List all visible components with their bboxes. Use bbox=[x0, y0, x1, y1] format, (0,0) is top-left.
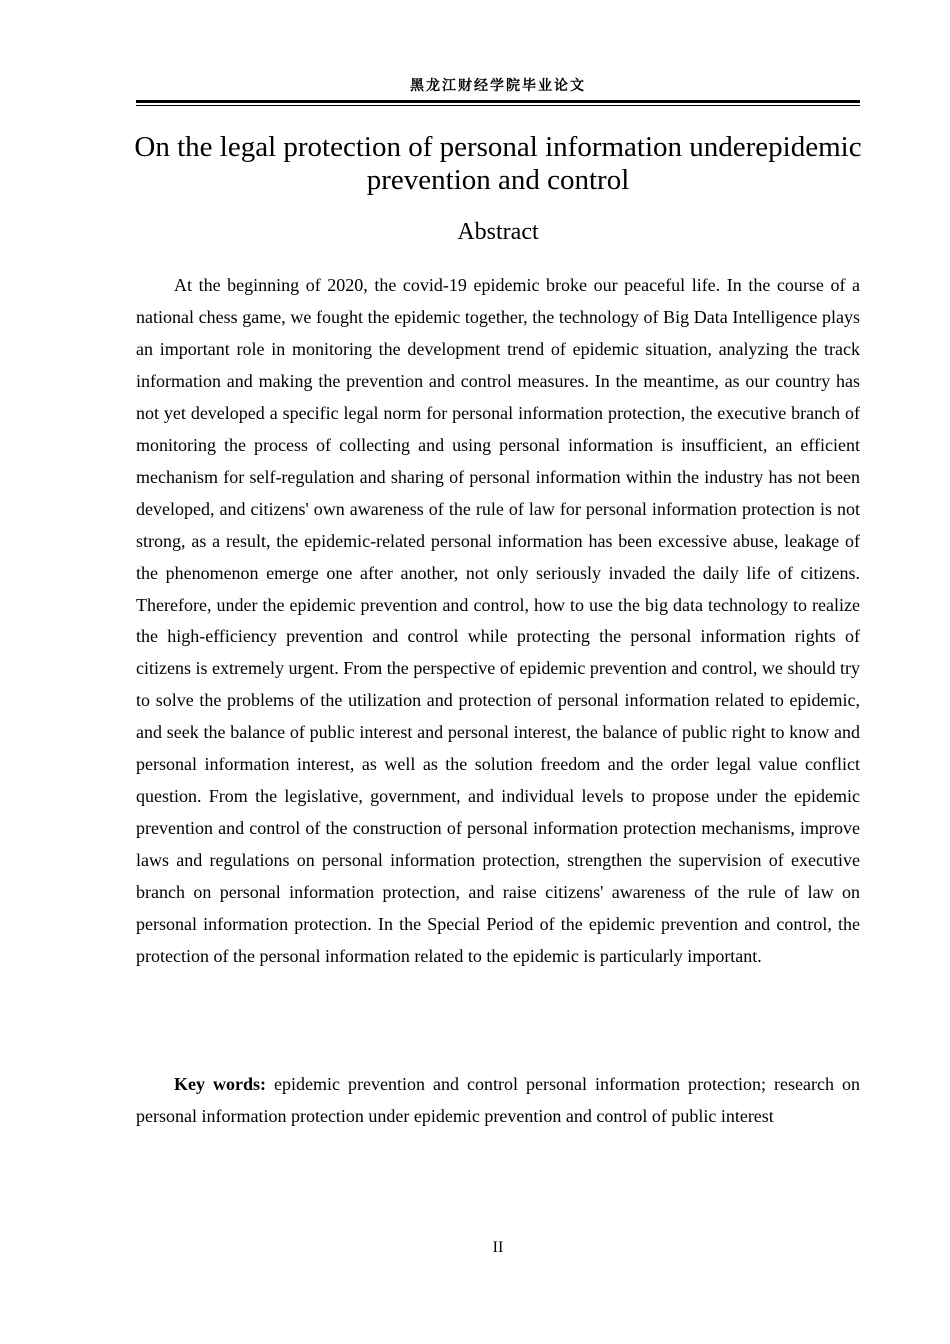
header-rule-thin bbox=[136, 105, 860, 106]
paper-title: On the legal protection of personal information underepidemic prevention and control bbox=[134, 131, 862, 196]
keywords-paragraph bbox=[136, 1068, 860, 1132]
abstract-body: At the beginning of 2020, the covid-19 epidemic broke our peaceful life. In the course of a national chess game, we fought the epidemic together, the technology of Big Data Intelligence plays an important role in monitoring the development trend of epidemic situation, analyzing the track information and making the prevention and control measures. In the meantime, as our country has not yet developed a specific legal norm for personal information protection, the executive branch of monitoring the process of collecting and using personal information is insufficient, an efficient mechanism for self-regulation and sharing of personal information within the industry has not been developed, and citizens' own awareness of the rule of law for personal information protection is not strong, as a result, the epidemic-related personal information has been excessive abuse, leakage of the phenomenon emerge one after another, not only seriously invaded the daily life of citizens. Therefore, under the epidemic prevention and control, how to use the big data technology to realize the high-efficiency prevention and control while protecting the personal information rights of citizens is extremely urgent. From the perspective of epidemic prevention and control, we should try to solve the problems of the utilization and protection of personal information related to epidemic, and seek the balance of public interest and personal interest, the balance of public right to know and personal information interest, as well as the solution freedom and the order legal value conflict question. From the legislative, government, and individual levels to propose under the epidemic prevention and control of the construction of personal information protection mechanisms, improve laws and regulations on personal information protection, strengthen the supervision of executive branch on personal information protection, and raise citizens' awareness of the rule of law on personal information protection. In the Special Period of the epidemic prevention and control, the protection of the personal information related to the epidemic is particularly important. bbox=[136, 275, 860, 967]
running-header: 黑龙江财经学院毕业论文 bbox=[410, 78, 586, 94]
keywords-label: Key words: bbox=[174, 1074, 267, 1094]
header-rule-thick bbox=[136, 100, 860, 103]
keywords-text: epidemic prevention and control personal information protection; research on personal information protection under epidemic prevention and control of public interest bbox=[136, 1074, 860, 1126]
abstract-heading: Abstract bbox=[457, 219, 539, 245]
page-number: II bbox=[492, 1239, 504, 1256]
